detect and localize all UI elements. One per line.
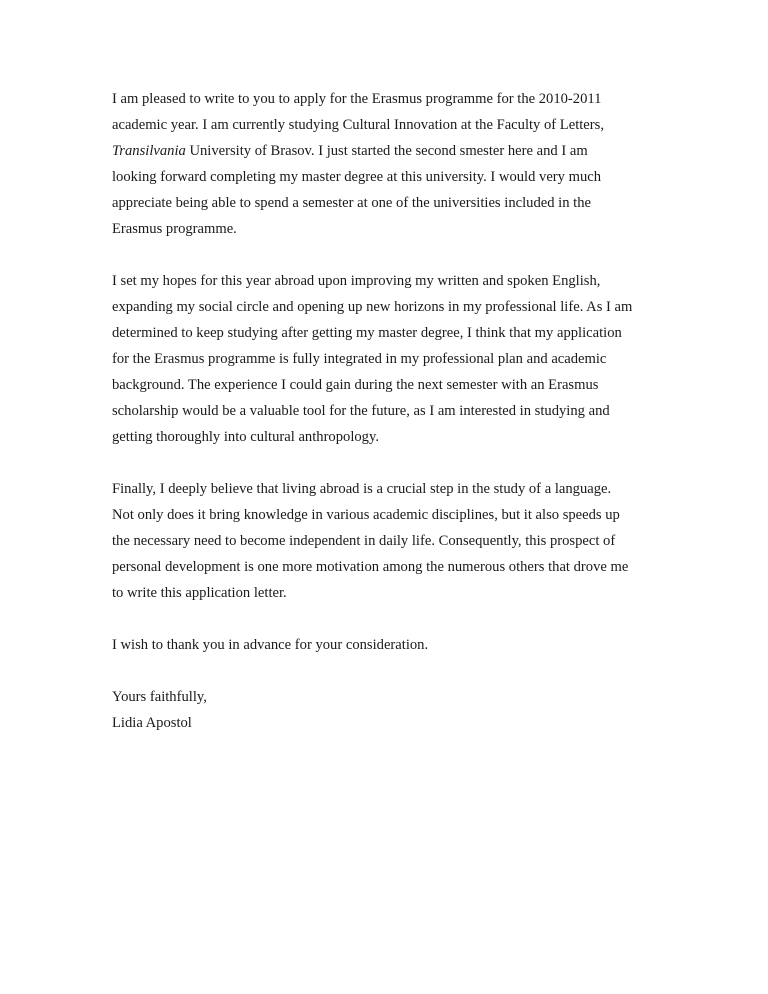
paragraph-motivation [112,268,672,450]
text-line: Finally, I deeply believe that living abroad is a crucial step in the study of a language. [112,481,612,497]
paragraph-conclusion [112,476,672,606]
text-line: the necessary need to become independent in daily life. Consequently, this prospect of [112,533,616,549]
text-segment: University of Brasov. I just started the second smester here and I am [185,143,588,159]
closing: Yours faithfully, [112,689,207,705]
text-line: determined to keep studying after getting my master degree, I think that my application [112,325,622,341]
text-line: personal development is one more motivation among the numerous others that drove me [112,559,629,575]
text-line: looking forward completing my master degree at this university. I would very much [112,169,602,185]
text-line: academic year. I am currently studying Cultural Innovation at the Faculty of Letters, [112,117,604,133]
text-line: I wish to thank you in advance for your consideration. [112,637,429,653]
text-line: appreciate being able to spend a semester at one of the universities included in the [112,195,591,211]
text-line: getting thoroughly into cultural anthropology. [112,429,379,445]
text-line: for the Erasmus programme is fully integrated in my professional plan and academic [112,351,607,367]
text-line: background. The experience I could gain during the next semester with an Erasmus [112,377,599,393]
text-line: Erasmus programme. [112,221,237,237]
paragraph-thanks [112,632,672,658]
text-line: Not only does it bring knowledge in various academic disciplines, but it also speeds up [112,507,620,523]
paragraph-introduction [112,86,672,242]
university-name-italic: Transilvania [112,143,186,159]
text-line: expanding my social circle and opening up new horizons in my professional life. As I am [112,299,633,315]
text-line [112,138,672,164]
signature-name: Lidia Apostol [112,715,192,731]
text-line: I am pleased to write to you to apply for the Erasmus programme for the 2010-2011 [112,91,602,107]
closing-block [112,684,672,736]
text-line: to write this application letter. [112,585,287,601]
text-line: scholarship would be a valuable tool for the future, as I am interested in studying and [112,403,610,419]
text-line: I set my hopes for this year abroad upon improving my written and spoken English, [112,273,601,289]
